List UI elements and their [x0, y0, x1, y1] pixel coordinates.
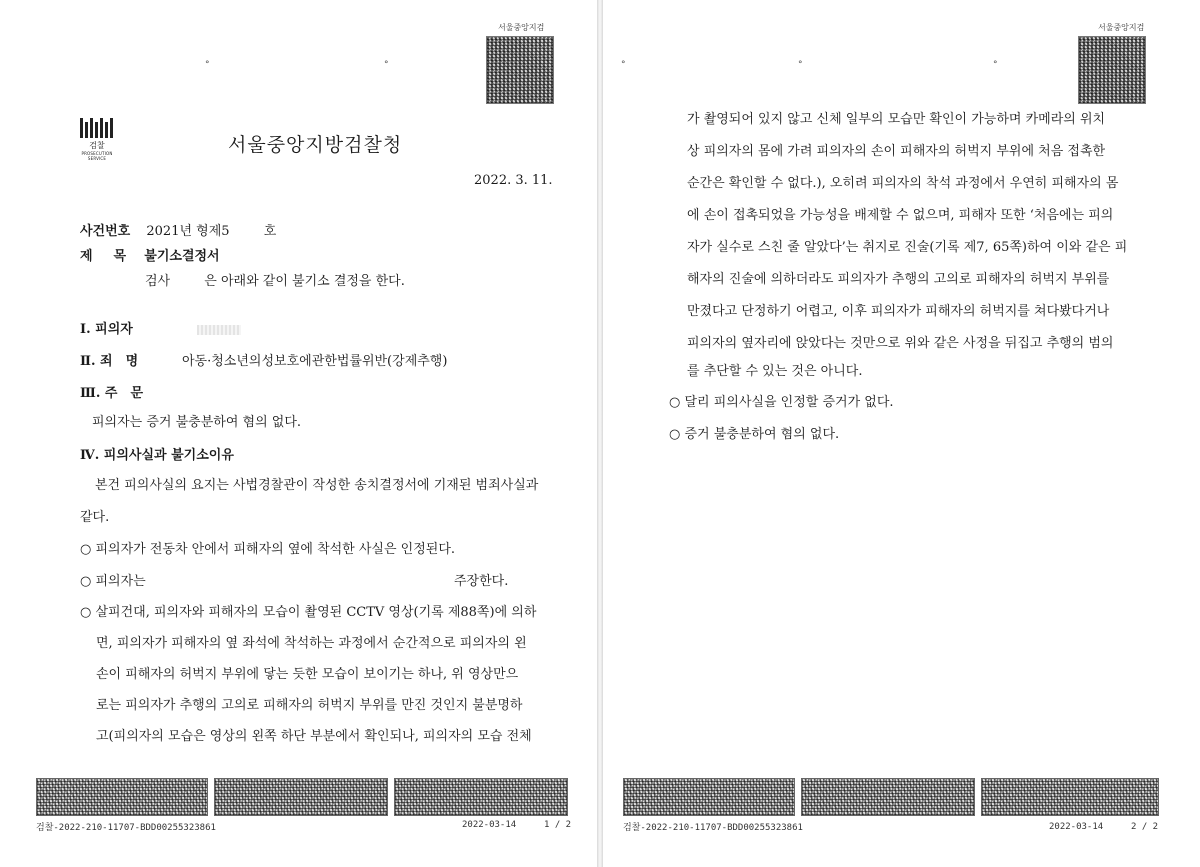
- bullet-3-line: 손이 피해자의 허벅지 부위에 닿는 듯한 모습이 보이기는 하나, 위 영상만으: [96, 667, 519, 682]
- logo-subtext: PROSECUTION SERVICE: [81, 151, 113, 161]
- barcode-strip: [36, 778, 208, 816]
- office-title: 서울중앙지방검찰청: [228, 134, 403, 156]
- qr-code-icon: [1078, 36, 1146, 104]
- punch-hole-mark: °: [993, 60, 998, 70]
- bullet-2-prefix: ○ 피의자는: [80, 574, 146, 589]
- stamp-label: 서울중앙지검: [498, 23, 545, 32]
- bullet-3-line: ○ 살피건대, 피의자와 피해자의 모습이 촬영된 CCTV 영상(기록 제88쪽)에 의하: [80, 605, 537, 620]
- footer-document-id: 검찰-2022-210-11707-BDD00255323861: [36, 823, 216, 833]
- para1-line2: 같다.: [80, 510, 110, 525]
- footer-date: 2022-03-14: [462, 820, 517, 830]
- para1-line1: 본건 피의사실의 요지는 사법경찰관이 작성한 송치결정서에 기재된 범죄사실과: [95, 478, 539, 493]
- barcode-strip: [623, 778, 795, 816]
- footer-date: 2022-03-14: [1049, 822, 1104, 832]
- bullet-3-line: 로는 피의자가 추행의 고의로 피해자의 허벅지 부위를 만진 것인지 불분명하: [96, 698, 523, 713]
- intro-text: 은 아래와 같이 불기소 결정을 한다.: [204, 274, 405, 289]
- continued-line: 만졌다고 단정하기 어렵고, 이후 피의자가 피해자의 허벅지를 쳐다봤다거나: [687, 304, 1110, 319]
- case-number-value: 2021년 형제5: [146, 224, 230, 239]
- continued-line: 자가 실수로 스친 줄 알았다’는 취지로 진술(기록 제7, 65쪽)하여 이와 같은 피: [687, 240, 1128, 255]
- continued-line: 해자의 진술에 의하더라도 피의자가 추행의 고의로 피해자의 허벅지 부위를: [687, 272, 1110, 287]
- continued-line: 상 피의자의 몸에 가려 피의자의 손이 피해자의 허벅지 부위에 처음 접촉한: [687, 144, 1106, 159]
- barcode-strip: [801, 778, 975, 816]
- barcode-strip: [394, 778, 568, 816]
- order-text: 피의자는 증거 불충분하여 혐의 없다.: [92, 415, 302, 430]
- punch-hole-mark: °: [798, 60, 803, 70]
- punch-hole-mark: °: [384, 60, 389, 70]
- prosecution-logo-icon: [80, 118, 114, 162]
- continued-line: 순간은 확인할 수 없다.), 오히려 피의자의 착석 과정에서 우연히 피해자의 몸: [687, 176, 1119, 191]
- punch-hole-mark: °: [621, 60, 626, 70]
- barcode-strip: [214, 778, 388, 816]
- bullet-2-suffix: 주장한다.: [454, 574, 509, 589]
- section-suspect: [80, 318, 241, 337]
- document-page-1: [0, 0, 597, 867]
- case-number-row: [80, 220, 276, 239]
- section-reasons-heading: Ⅳ. 피의사실과 불기소이유: [80, 448, 234, 463]
- section-suspect-heading: Ⅰ. 피의자: [80, 322, 133, 337]
- section-charge: [80, 350, 138, 369]
- case-number-label: 사건번호: [80, 224, 131, 239]
- continued-line: 에 손이 접촉되었을 가능성을 배제할 수 없으며, 피해자 또한 ‘처음에는 피의: [687, 208, 1114, 223]
- barcode-strip: [981, 778, 1159, 816]
- section-order-heading: Ⅲ. 주 문: [80, 386, 143, 401]
- bullet-3-line: 고(피의자의 모습은 영상의 왼쪽 하단 부분에서 확인되나, 피의자의 모습 전체: [96, 729, 532, 744]
- case-number-suffix: 호: [263, 224, 277, 239]
- document-page-2: [603, 0, 1200, 867]
- footer-page-number: 1 / 2: [544, 820, 572, 830]
- title-label: 제 목: [80, 249, 131, 264]
- footer-document-id: 검찰-2022-210-11707-BDD00255323861: [623, 823, 803, 833]
- charge-text: 아동·청소년의성보호에관한법률위반(강제추행): [182, 354, 448, 369]
- section-charge-heading: Ⅱ. 죄 명: [80, 354, 139, 369]
- redacted-name: [197, 325, 241, 335]
- stamp-label: 서울중앙지검: [1098, 23, 1145, 32]
- bullet-dismissal: ○ 증거 불충분하여 혐의 없다.: [669, 427, 840, 442]
- intro-prefix: 검사: [145, 274, 171, 289]
- intro-line: [145, 270, 405, 289]
- bullet-1: ○ 피의자가 전동차 안에서 피해자의 옆에 착석한 사실은 인정된다.: [80, 542, 456, 557]
- continued-line: 를 추단할 수 있는 것은 아니다.: [687, 364, 863, 379]
- title-row: [80, 245, 220, 264]
- qr-code-icon: [486, 36, 554, 104]
- logo-text: 검찰: [89, 141, 105, 150]
- continued-line: 가 촬영되어 있지 않고 신체 일부의 모습만 확인이 가능하며 카메라의 위치: [687, 112, 1106, 127]
- title-value: 불기소결정서: [144, 249, 220, 264]
- footer-page-number: 2 / 2: [1131, 822, 1159, 832]
- bullet-no-evidence: ○ 달리 피의사실을 인정할 증거가 없다.: [669, 395, 894, 410]
- bullet-3-line: 면, 피의자가 피해자의 옆 좌석에 착석하는 과정에서 순간적으로 피의자의 왼: [96, 636, 527, 651]
- decision-date: 2022. 3. 11.: [474, 173, 553, 188]
- punch-hole-mark: °: [205, 60, 210, 70]
- continued-line: 피의자의 옆자리에 앉았다는 것만으로 위와 같은 사정을 뒤집고 추행의 범의: [687, 336, 1114, 351]
